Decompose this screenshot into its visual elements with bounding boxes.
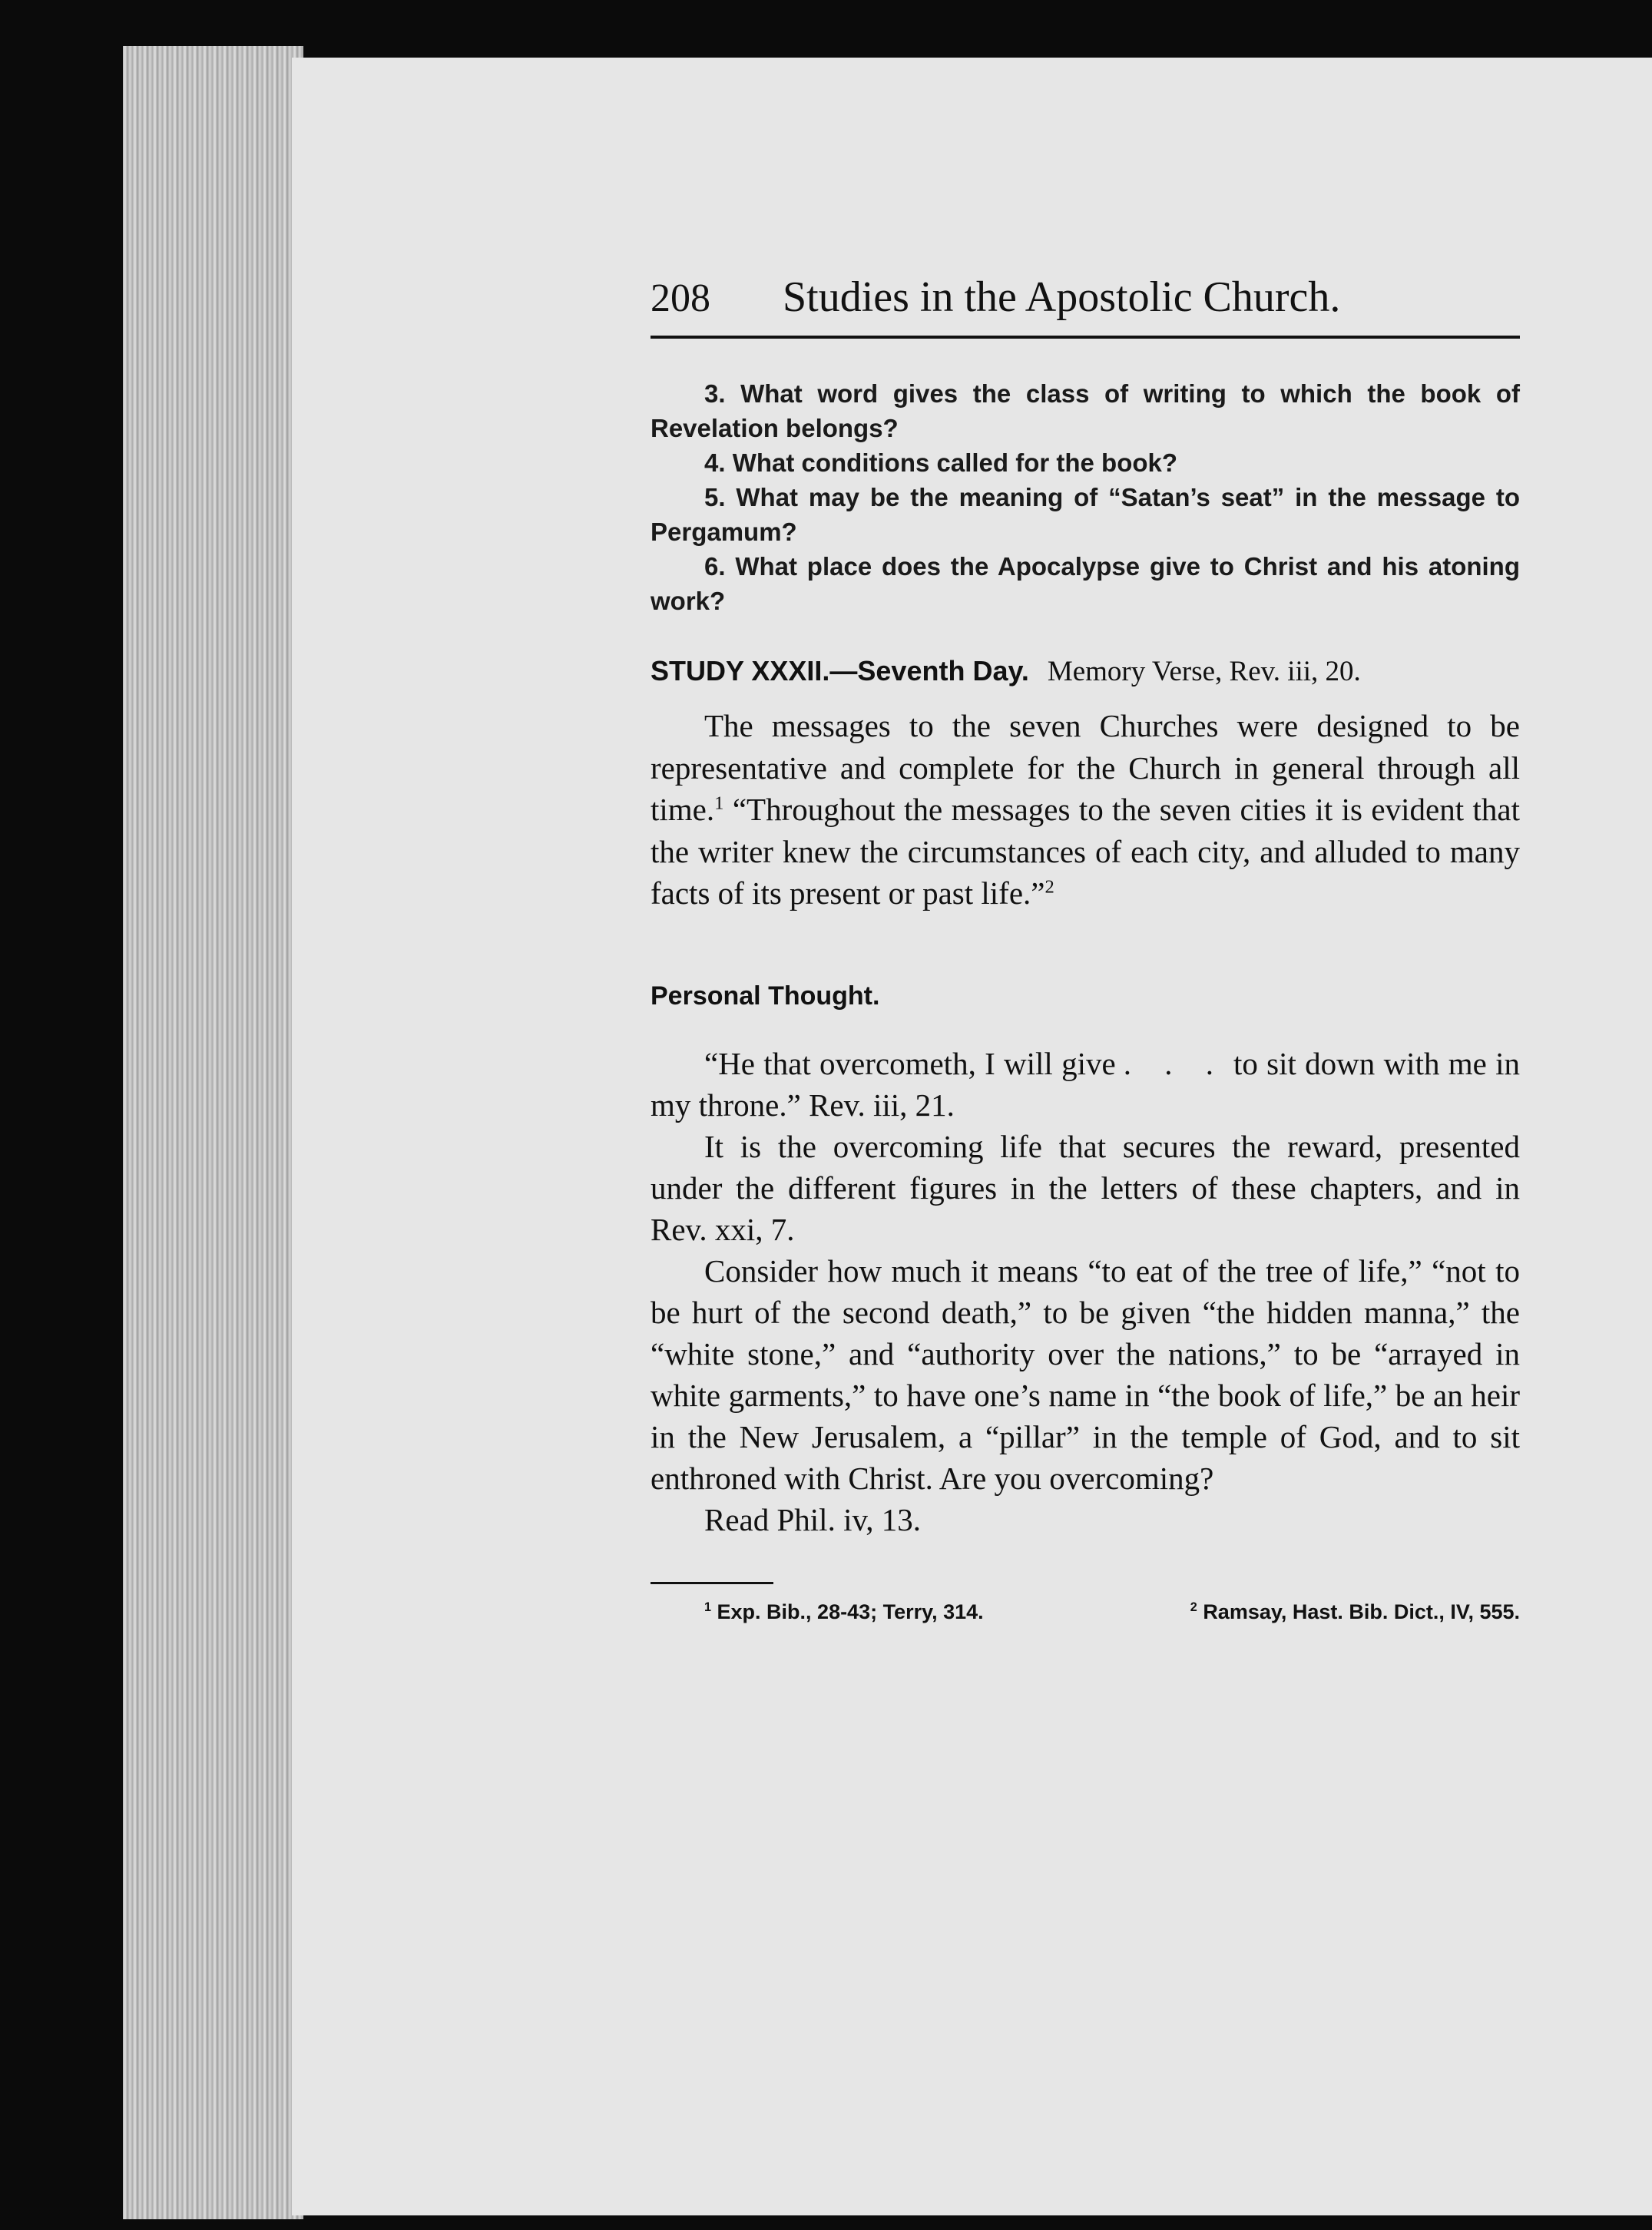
header-rule bbox=[651, 336, 1520, 339]
study-paragraph-text-2: “Throughout the messages to the seven cities it is evident that the writer knew the circumstances of each city, and alluded to many facts of its present or past life.” bbox=[651, 792, 1520, 911]
page-number: 208 bbox=[651, 276, 710, 320]
footnote-2 bbox=[1190, 1600, 1520, 1624]
quote-text-1: “He that overcometh, I will give bbox=[704, 1046, 1116, 1081]
question-item: 3. What word gives the class of writing to which the book of Revelation belongs? bbox=[651, 379, 1520, 442]
study-paragraph bbox=[651, 705, 1520, 915]
running-title: Studies in the Apostolic Church. bbox=[783, 273, 1341, 321]
footnote-ref-2: 2 bbox=[1045, 876, 1054, 898]
personal-thought-heading: Personal Thought. bbox=[651, 981, 880, 1011]
study-paragraph-text-1: The messages to the seven Churches were designed to be representative and complete for the Church in general through all time. bbox=[651, 708, 1520, 827]
review-questions bbox=[651, 376, 1520, 618]
scripture-quote bbox=[651, 1043, 1520, 1126]
study-heading-line bbox=[651, 655, 1520, 688]
quote-text-2: to sit down with me in my throne.” Rev. iii, 21. bbox=[651, 1046, 1521, 1123]
question-item: 4. What conditions called for the book? bbox=[704, 448, 1178, 477]
memory-verse: Memory Verse, Rev. iii, 20. bbox=[1047, 656, 1361, 687]
quote-ellipsis: . . . bbox=[1123, 1046, 1226, 1081]
question-item: 5. What may be the meaning of “Satan’s seat” in the message to Pergamum? bbox=[651, 483, 1520, 546]
book-page-edges bbox=[123, 46, 303, 2219]
footnote-1 bbox=[704, 1600, 984, 1624]
footnote-ref-1: 1 bbox=[714, 792, 724, 814]
footnote-text: Exp. Bib., 28-43; Terry, 314. bbox=[717, 1600, 984, 1623]
body-paragraph: Read Phil. iv, 13. bbox=[704, 1502, 922, 1537]
footnotes bbox=[704, 1600, 1520, 1624]
study-heading: STUDY XXXII.—Seventh Day. bbox=[651, 655, 1029, 687]
question-item: 6. What place does the Apocalypse give to Christ and his atoning work? bbox=[651, 552, 1520, 615]
body-paragraph: Consider how much it means “to eat of the tree of life,” “not to be hurt of the second death,” to be given “the hidden manna,” the “white stone,” and “authority over the nations,” to be “arrayed in white garments,” to have one’s name in “the book of life,” be an heir in the New Jerusalem, a “pillar” in the temple of God, and to sit enthroned with Christ. Are you overcoming? bbox=[651, 1253, 1520, 1496]
personal-thought-body bbox=[651, 1043, 1520, 1540]
footnote-mark: 2 bbox=[1190, 1600, 1197, 1614]
footnote-text: Ramsay, Hast. Bib. Dict., IV, 555. bbox=[1203, 1600, 1520, 1623]
footnote-mark: 1 bbox=[704, 1600, 712, 1614]
body-paragraph: It is the overcoming life that secures the reward, presented under the different figures in the letters of these chapters, and in Rev. xxi, 7. bbox=[651, 1129, 1520, 1247]
page-header bbox=[651, 273, 1520, 333]
footnote-rule bbox=[651, 1582, 773, 1584]
